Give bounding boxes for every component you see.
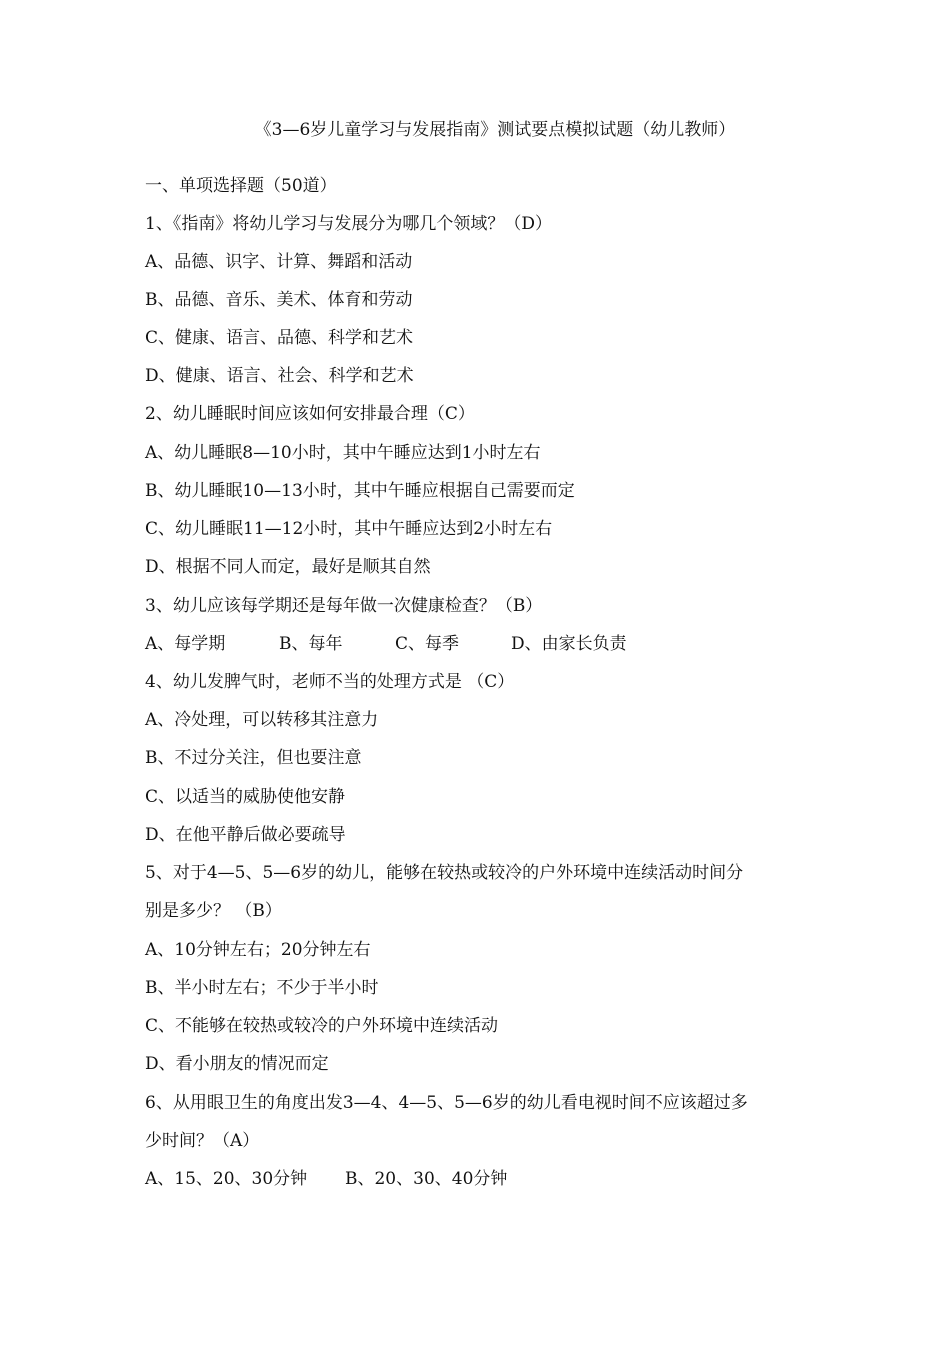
question-1: 1、《指南》将幼儿学习与发展分为哪几个领域？（D） (145, 214, 552, 234)
q4-option-d: D、在他平静后做必要疏导 (145, 825, 346, 845)
q4-option-a: A、冷处理，可以转移其注意力 (145, 710, 379, 730)
q1-option-a: A、品德、识字、计算、舞蹈和活动 (145, 252, 413, 272)
q2-option-b: B、幼儿睡眠10—13小时，其中午睡应根据自己需要而定 (145, 481, 575, 501)
q2-option-d: D、根据不同人而定，最好是顺其自然 (145, 557, 431, 577)
q1-option-d: D、健康、语言、社会、科学和艺术 (145, 366, 414, 386)
q6-options (145, 1167, 507, 1191)
q4-option-b: B、不过分关注，但也要注意 (145, 748, 362, 768)
question-4: 4、幼儿发脾气时，老师不当的处理方式是 （C） (145, 672, 515, 692)
q4-option-c: C、以适当的威胁使他安静 (145, 787, 346, 807)
question-5-line-2: 别是多少？ （B） (145, 901, 282, 921)
document-title: 《3—6岁儿童学习与发展指南》测试要点模拟试题（幼儿教师） (254, 120, 736, 140)
q2-option-c: C、幼儿睡眠11—12小时，其中午睡应达到2小时左右 (145, 519, 553, 539)
q5-option-d: D、看小朋友的情况而定 (145, 1054, 329, 1074)
q5-option-a: A、10分钟左右；20分钟左右 (145, 940, 371, 960)
q3-options (145, 632, 627, 656)
q3-option-b: B、每年 (279, 634, 343, 654)
q5-option-b: B、半小时左右；不少于半小时 (145, 978, 379, 998)
q1-option-b: B、品德、音乐、美术、体育和劳动 (145, 290, 413, 310)
section-heading: 一、单项选择题（50道） (145, 176, 337, 196)
q3-option-c: C、每季 (395, 634, 460, 654)
question-6-line-2: 少时间？（A） (145, 1131, 260, 1151)
question-3: 3、幼儿应该每学期还是每年做一次健康检查？（B） (145, 596, 543, 616)
q6-option-b: B、20、30、40分钟 (345, 1169, 508, 1189)
q3-option-d: D、由家长负责 (511, 634, 627, 654)
question-2: 2、幼儿睡眠时间应该如何安排最合理（C） (145, 404, 475, 424)
q3-option-a: A、每学期 (145, 634, 226, 654)
q1-option-c: C、健康、语言、品德、科学和艺术 (145, 328, 414, 348)
question-6-line-1: 6、从用眼卫生的角度出发3—4、4—5、5—6岁的幼儿看电视时间不应该超过多 (145, 1093, 748, 1113)
q5-option-c: C、不能够在较热或较冷的户外环境中连续活动 (145, 1016, 499, 1036)
question-5-line-1: 5、对于4—5、5—6岁的幼儿，能够在较热或较冷的户外环境中连续活动时间分 (145, 863, 744, 883)
q2-option-a: A、幼儿睡眠8—10小时，其中午睡应达到1小时左右 (145, 443, 541, 463)
q6-option-a: A、15、20、30分钟 (145, 1169, 308, 1189)
